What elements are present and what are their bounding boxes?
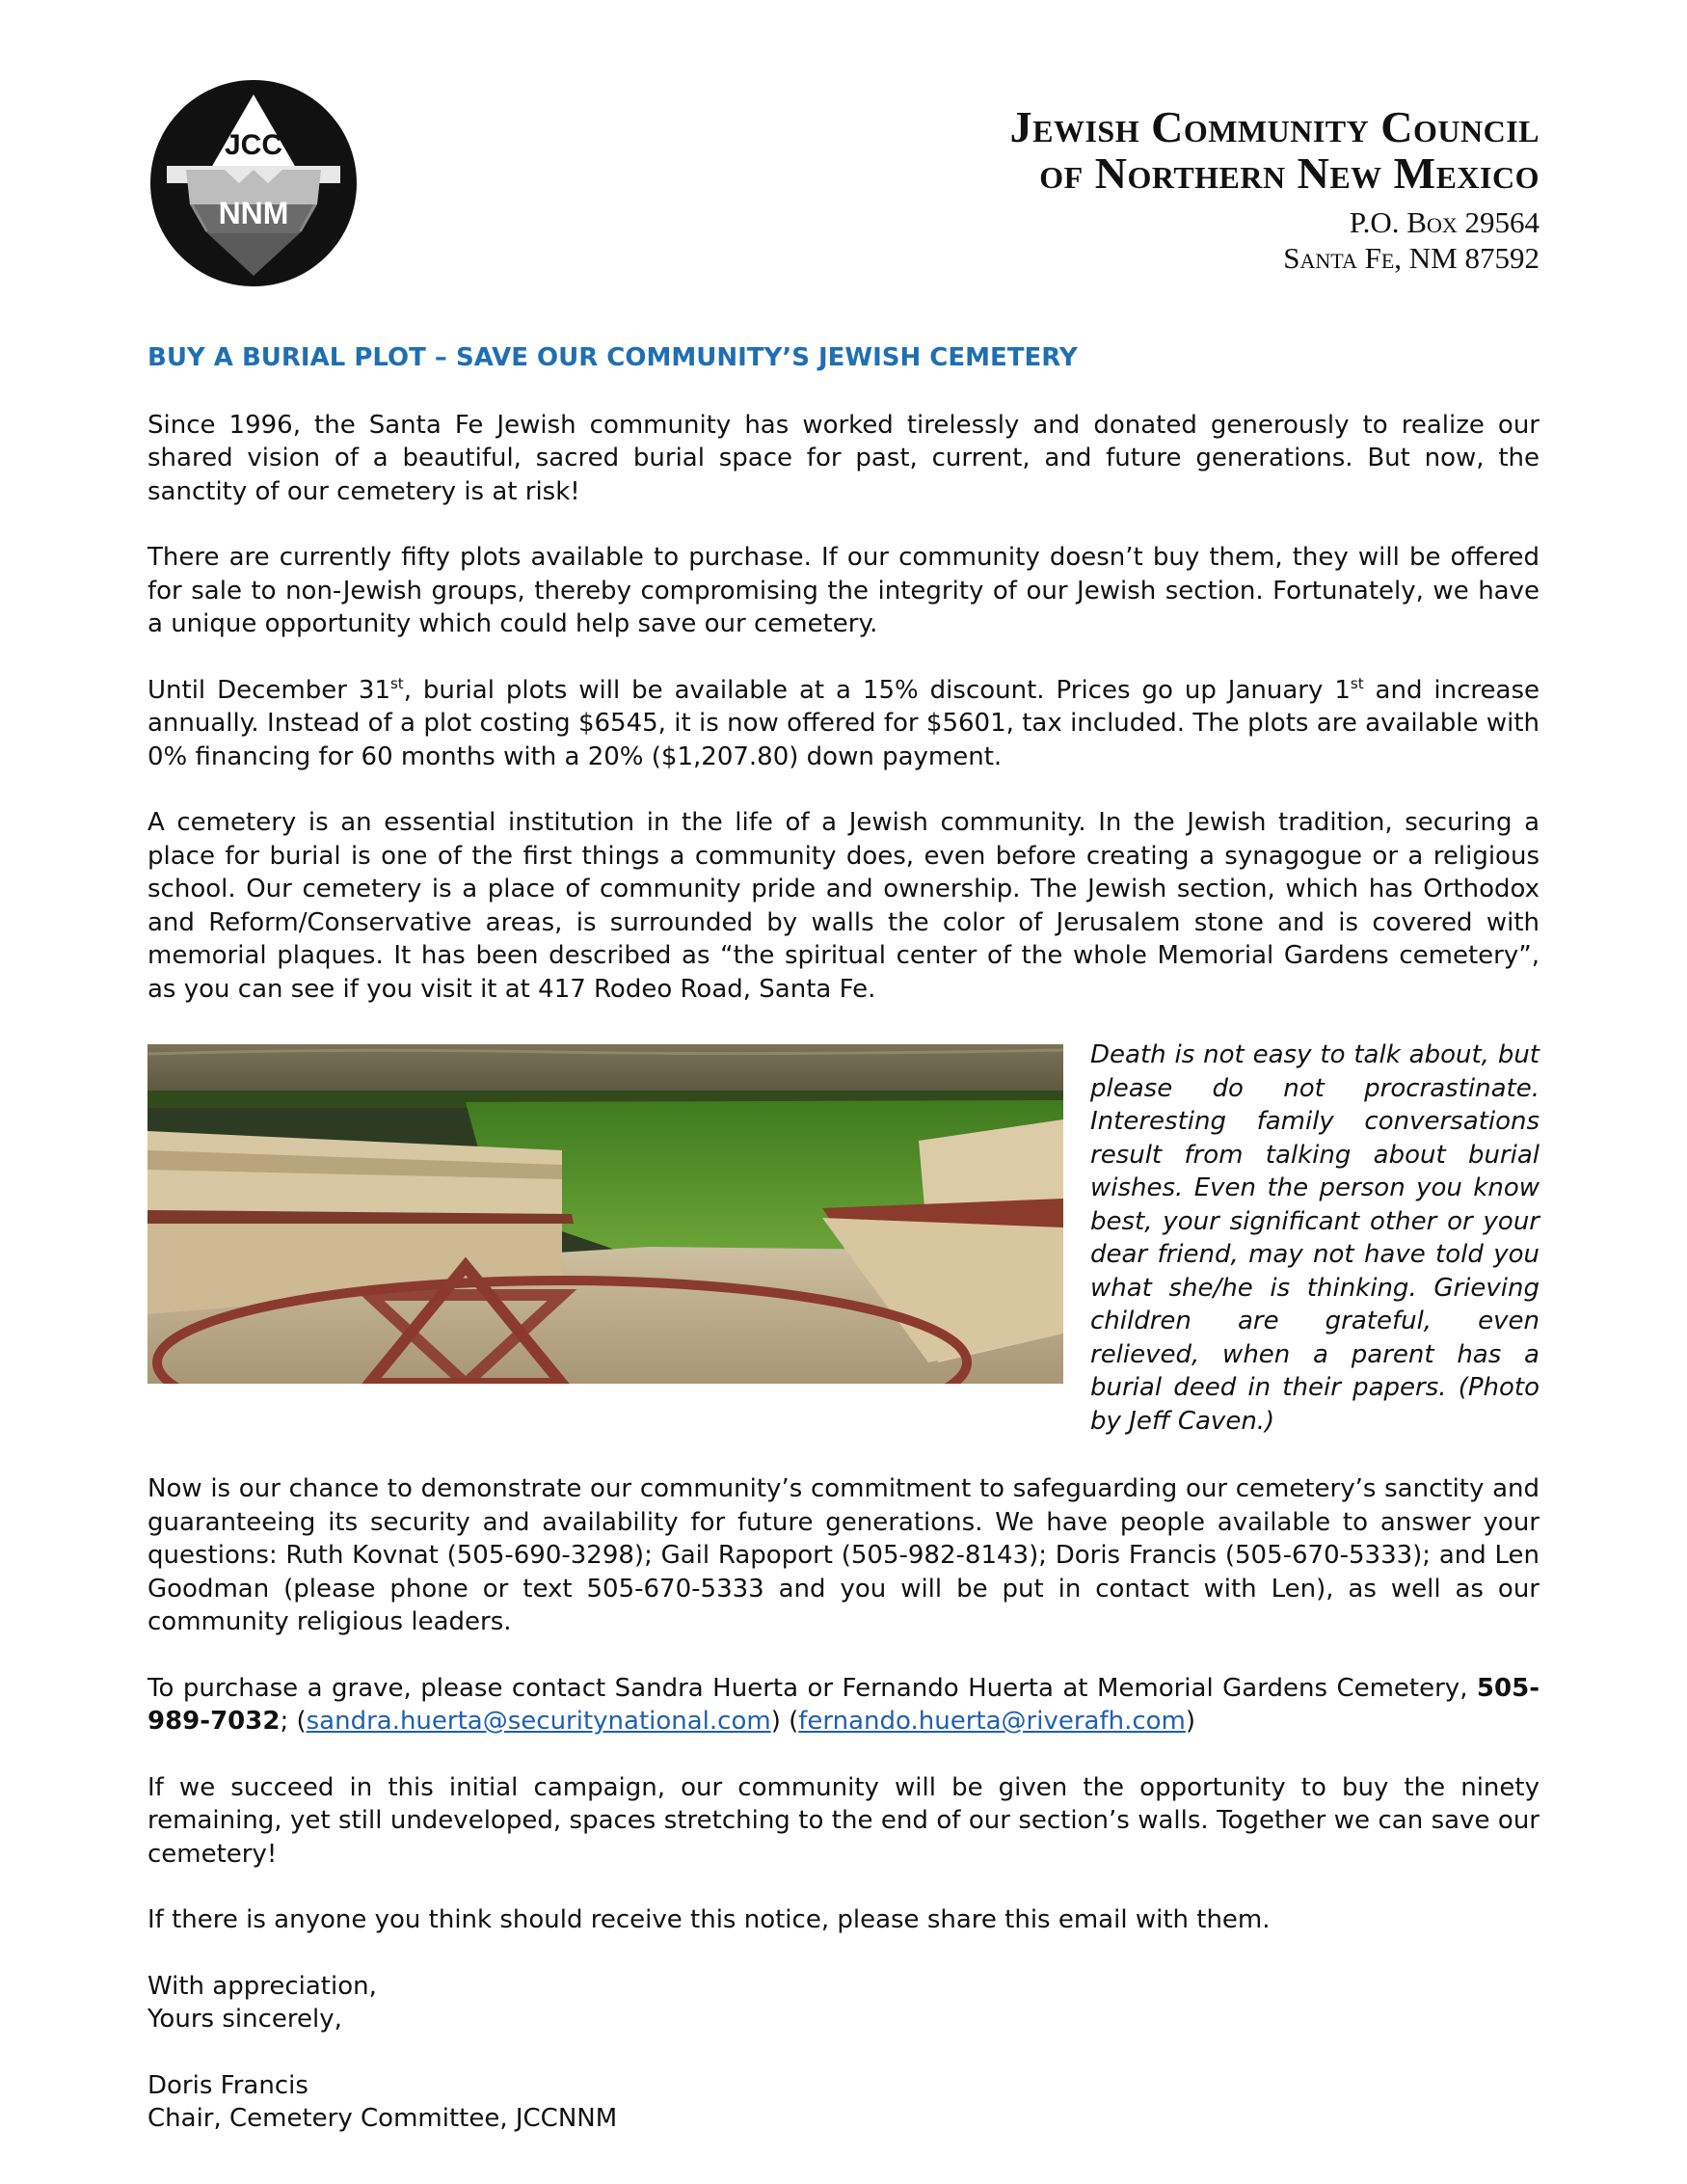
- discount-text-c: and increase annually. Instead of a plot costing $6545, it is now offered for $5601, tax included. The plots are available with 0% financing for 60 months with a 20% ($1,207.80) down payment.: [147, 675, 1540, 771]
- photo-caption: Death is not easy to talk about, but please do not procrastinate. Interesting family conversations result from talking about burial wishes. Even the person you know best, your significant other or your dear friend, may not have told you what she/he is thinking. Grieving children are grateful, even relieved, when a parent has a burial deed in their papers. (Photo by Jeff Caven.): [1090, 1040, 1540, 1436]
- email-link-sandra[interactable]: sandra.huerta@securitynational.com: [306, 1707, 771, 1736]
- address-po-box: P.O. Box 29564: [1349, 205, 1540, 239]
- discount-text-b: , burial plots will be available at a 15% discount. Prices go up January 1: [403, 675, 1351, 705]
- paragraph-purchase: [147, 1672, 1540, 1739]
- closing-sincerely: Yours sincerely,: [147, 2005, 342, 2034]
- superscript-st: st: [389, 674, 404, 692]
- cemetery-photo: [147, 1044, 1063, 1384]
- org-name-line1: Jewish Community Council: [1009, 102, 1540, 151]
- purchase-text: To purchase a grave, please contact Sandra Huerta or Fernando Huerta at Memorial Gardens Cemetery,: [147, 1673, 1477, 1703]
- paragraph-plots-available: There are currently fifty plots available to purchase. If our community doesn’t buy them, they will be offered for sale to non-Jewish groups, thereby compromising the integrity of our Jewish section. Fortunately, we have a unique opportunity which could help save our cemetery.: [147, 543, 1540, 638]
- separator: ; (: [280, 1707, 307, 1736]
- purchase-phone: 505-989-7032: [147, 1673, 1540, 1736]
- paragraph-share: If there is anyone you think should receive this notice, please share this email with them.: [147, 1905, 1271, 1934]
- separator: ) (: [770, 1707, 799, 1736]
- closing-appreciation: With appreciation,: [147, 1971, 377, 2001]
- org-name-line2: of Northern New Mexico: [1039, 148, 1540, 198]
- separator: ): [1185, 1707, 1196, 1736]
- signature-title: Chair, Cemetery Committee, JCCNNM: [147, 2104, 618, 2133]
- headline: BUY A BURIAL PLOT – SAVE OUR COMMUNITY’S JEWISH CEMETERY: [147, 343, 1078, 372]
- paragraph-cemetery-importance: A cemetery is an essential institution in the life of a Jewish community. In the Jewish tradition, securing a place for burial is one of the first things a community does, even before creating a synagogue or a religious school. Our cemetery is a place of community pride and ownership. The Jewish section, which has Orthodox and Reform/Conservative areas, is surrounded by walls the color of Jerusalem stone and is covered with memorial plaques. It has been described as “the spiritual center of the whole Memorial Gardens cemetery”, as you can see if you visit it at 417 Rodeo Road, Santa Fe.: [147, 808, 1540, 1004]
- paragraph-intro: Since 1996, the Santa Fe Jewish community has worked tirelessly and donated generously to realize our shared vision of a beautiful, sacred burial space for past, current, and future generations. But now, the sanctity of our cemetery is at risk!: [147, 410, 1540, 506]
- logo-bottom-text: NNM: [218, 196, 289, 230]
- paragraph-discount: [147, 674, 1540, 774]
- closing-block: [147, 1970, 1540, 2136]
- organization-header: [1010, 104, 1540, 276]
- address-city: Santa Fe, NM 87592: [1283, 241, 1540, 275]
- discount-text-a: Until December 31: [147, 675, 390, 705]
- signature-name: Doris Francis: [147, 2070, 308, 2100]
- paragraph-contacts: Now is our chance to demonstrate our community’s commitment to safeguarding our cemetery’s sanctity and guaranteeing its security and availability for future generations. We have people available to answer your questions: Ruth Kovnat (505-690-3298); Gail Rapoport (505-982-8143); Doris Francis (505-670-5333); and Len Goodman (please phone or text 505-670-5333 and you will be put in contact with Len), as well as our community religious leaders.: [147, 1474, 1540, 1636]
- letter-body: [147, 341, 1540, 2136]
- photo-row: [147, 1038, 1540, 1438]
- paragraph-next-campaign: If we succeed in this initial campaign, our community will be given the opportunity to buy the ninety remaining, yet still undeveloped, spaces stretching to the end of our section’s walls. Together we can save our cemetery!: [147, 1772, 1540, 1869]
- superscript-st: st: [1350, 674, 1364, 692]
- logo-top-text: JCC: [224, 129, 283, 161]
- jcc-nnm-logo: [147, 77, 360, 289]
- email-link-fernando[interactable]: fernando.huerta@riverafh.com: [798, 1707, 1186, 1736]
